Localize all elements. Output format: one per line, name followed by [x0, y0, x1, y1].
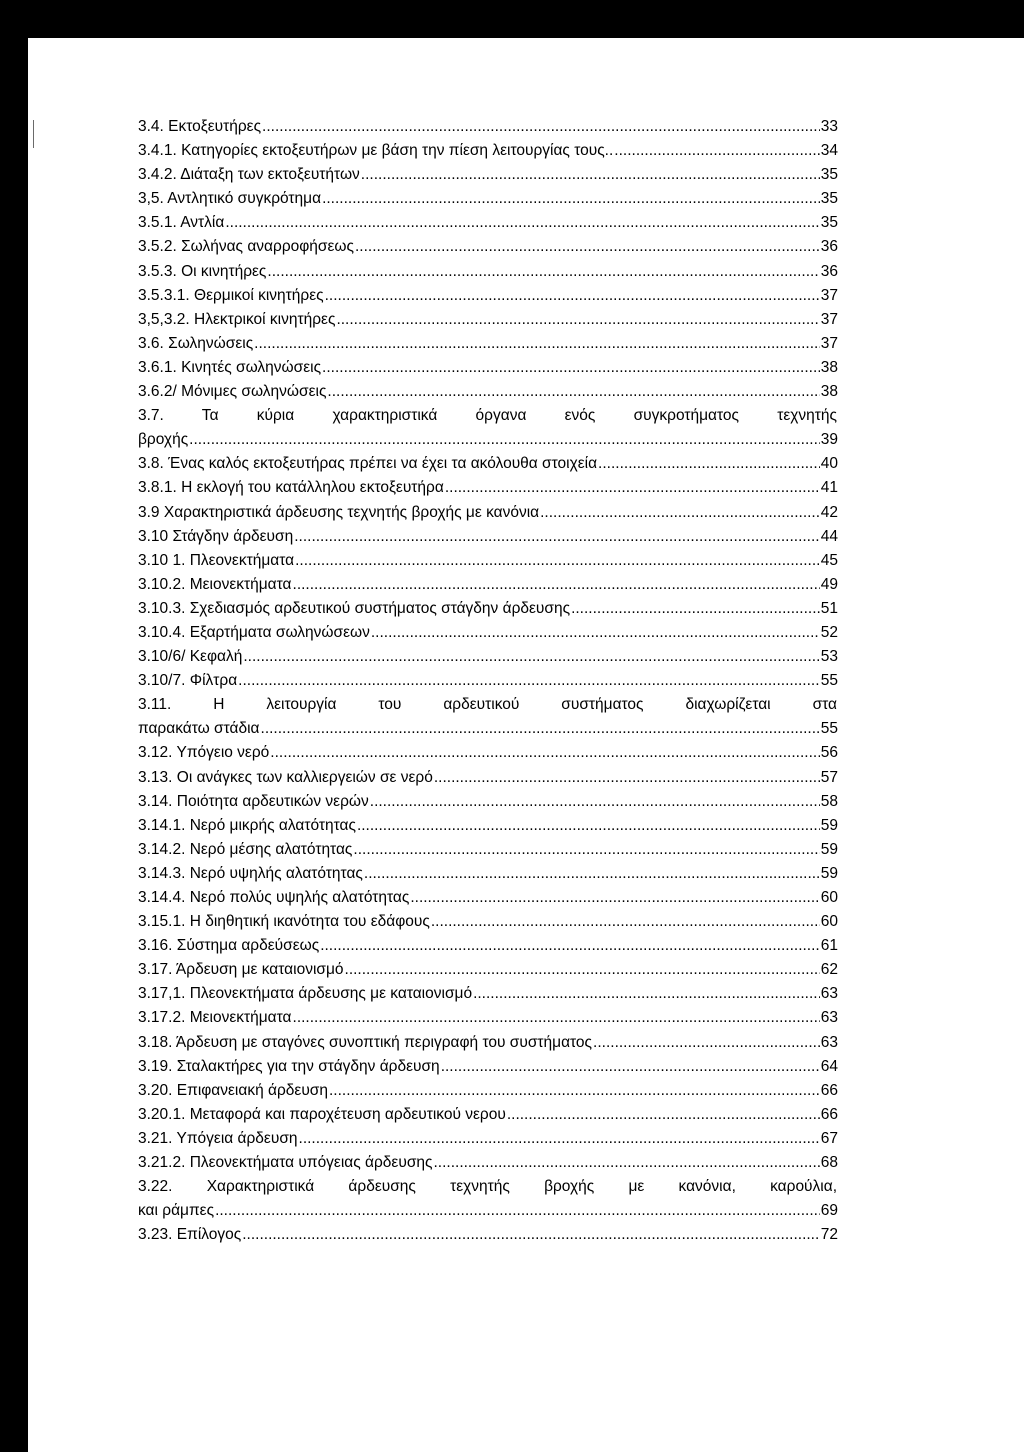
- toc-entry-title: 3.12. Υπόγειο νερό: [138, 744, 270, 762]
- toc-entry-page-number: 63: [820, 985, 838, 1003]
- toc-entry[interactable]: [138, 163, 838, 187]
- toc-dot-leader: [431, 910, 820, 934]
- toc-entry[interactable]: [138, 621, 838, 645]
- toc-entry-title: 3.18. Άρδευση με σταγόνες συνοπτική περιγραφή του συστήματος: [138, 1033, 593, 1051]
- toc-dot-leader: [293, 1006, 820, 1030]
- toc-entry-title: 3.17. Άρδευση με καταιονισμό: [138, 961, 344, 979]
- toc-entry[interactable]: [138, 260, 838, 284]
- toc-entry[interactable]: [138, 597, 838, 621]
- toc-entry-title: 3.15.1. Η διηθητική ικανότητα του εδάφους: [138, 913, 430, 931]
- toc-entry-page-number: 60: [820, 913, 838, 931]
- toc-entry-title: 3.17,1. Πλεονεκτήματα άρδευσης με καταιονισμό: [138, 985, 473, 1003]
- toc-entry[interactable]: [138, 452, 838, 476]
- toc-dot-leader: [370, 790, 820, 814]
- toc-dot-leader: [254, 332, 820, 356]
- toc-dot-leader: [571, 597, 820, 621]
- toc-entry[interactable]: [138, 139, 838, 163]
- toc-entry-title: 3.20. Επιφανειακή άρδευση: [138, 1081, 328, 1099]
- toc-entry-title: 3.11. Η λειτουργία του αρδευτικού συστήματος διαχωρίζεται στα: [138, 696, 837, 714]
- toc-entry[interactable]: [138, 476, 838, 500]
- toc-dot-leader: [189, 428, 820, 452]
- toc-entry-title: 3.7. Τα κύρια χαρακτηριστικά όργανα ενός συγκροτήματος τεχνητής: [138, 407, 837, 425]
- toc-entry[interactable]: [138, 1151, 838, 1175]
- toc-entry-page-number: 52: [820, 623, 838, 641]
- toc-entry-page-number: 35: [820, 214, 838, 232]
- toc-entry-title: 3.14. Ποιότητα αρδευτικών νερών: [138, 792, 369, 810]
- toc-entry-title: 3.4.2. Διάταξη των εκτοξευτήτων: [138, 166, 360, 184]
- toc-entry-page-number: 66: [820, 1081, 838, 1099]
- toc-entry[interactable]: [138, 982, 838, 1006]
- toc-entry-title: 3.21. Υπόγεια άρδευση: [138, 1129, 298, 1147]
- toc-entry-page-number: 60: [820, 889, 838, 906]
- toc-entry-page-number: 59: [820, 816, 838, 834]
- toc-entry-page-number: 64: [820, 1057, 838, 1075]
- toc-entry[interactable]: [138, 549, 838, 573]
- toc-entry-title: βροχής: [138, 431, 189, 449]
- toc-entry[interactable]: [138, 404, 838, 428]
- toc-dot-leader: [540, 501, 820, 525]
- toc-entry-title: 3.16. Σύστημα αρδεύσεως: [138, 937, 320, 955]
- toc-entry[interactable]: [138, 1031, 838, 1055]
- toc-dot-leader: [322, 187, 820, 211]
- toc-entry-page-number: 38: [820, 383, 838, 401]
- toc-entry-page-number: 37: [820, 334, 838, 352]
- toc-entry-page-number: 37: [820, 310, 838, 328]
- toc-entry-title: 3.5.1. Αντλία: [138, 214, 225, 232]
- toc-entry[interactable]: [138, 1006, 838, 1030]
- toc-entry-title: 3.21.2. Πλεονεκτήματα υπόγειας άρδευσης: [138, 1154, 433, 1172]
- toc-entry-page-number: 68: [820, 1154, 838, 1172]
- toc-dot-leader: [267, 260, 819, 284]
- toc-entry-page-number: 62: [820, 961, 838, 979]
- toc-dot-leader: [322, 356, 820, 380]
- toc-dot-leader: [242, 1223, 820, 1247]
- toc-entry-title: 3.9 Χαρακτηριστικά άρδευσης τεχνητής βροχής με κανόνια: [138, 503, 540, 521]
- toc-entry-page-number: 63: [820, 1009, 838, 1027]
- toc-dot-leader: [327, 380, 819, 404]
- toc-dot-leader: [598, 452, 820, 476]
- toc-entry[interactable]: [138, 958, 838, 982]
- toc-entry-title: 3.10.4. Εξαρτήματα σωληνώσεων: [138, 623, 370, 641]
- toc-entry[interactable]: [138, 1103, 838, 1127]
- toc-dot-leader: [225, 211, 819, 235]
- toc-dot-leader: [473, 982, 820, 1006]
- toc-entry-title: και ράμπες: [138, 1202, 215, 1220]
- toc-entry[interactable]: [138, 790, 838, 814]
- toc-entry-page-number: 44: [820, 527, 838, 545]
- toc-dot-leader: [410, 886, 819, 910]
- toc-entry[interactable]: [138, 115, 838, 139]
- toc-entry-page-number: 56: [820, 744, 838, 762]
- toc-entry[interactable]: [138, 910, 838, 934]
- toc-entry-title: 3.4.1. Κατηγορίες εκτοξευτήρων με βάση την πίεση λειτουργίας τους..: [138, 142, 614, 160]
- toc-entry-page-number: 40: [820, 455, 838, 473]
- toc-entry-page-number: 63: [820, 1033, 838, 1051]
- toc-entry[interactable]: [138, 934, 838, 958]
- toc-entry-title: 3.13. Οι ανάγκες των καλλιεργειών σε νερό: [138, 768, 433, 786]
- toc-entry-page-number: 55: [820, 720, 838, 738]
- toc-entry[interactable]: [138, 645, 838, 669]
- toc-entry[interactable]: [138, 1175, 838, 1199]
- toc-entry-page-number: 53: [820, 648, 838, 666]
- toc-dot-leader: [441, 1055, 820, 1079]
- toc-entry-title: 3.10/6/ Κεφαλή: [138, 648, 243, 666]
- toc-dot-leader: [325, 284, 820, 308]
- toc-entry-page-number: 59: [820, 840, 838, 858]
- toc-entry-title: 3,5,3.2. Ηλεκτρικοί κινητήρες: [138, 310, 336, 328]
- toc-entry-title: 3.14.3. Νερό υψηλής αλατότητας: [138, 864, 363, 882]
- toc-dot-leader: [433, 1151, 819, 1175]
- toc-entry-page-number: 42: [820, 503, 838, 521]
- toc-entry-page-number: 38: [820, 358, 838, 376]
- toc-dot-leader: [345, 958, 820, 982]
- toc-entry-title: 3.10 Στάγδην άρδευση: [138, 527, 294, 545]
- toc-entry-title: 3.22. Χαρακτηριστικά άρδευσης τεχνητής βροχής με κανόνια, καρούλια,: [138, 1178, 837, 1196]
- toc-entry-page-number: 35: [820, 166, 838, 184]
- toc-entry-page-number: 69: [820, 1202, 838, 1220]
- toc-entry-title: 3.8. Ένας καλός εκτοξευτήρας πρέπει να έχει τα ακόλουθα στοιχεία: [138, 455, 598, 473]
- toc-entry[interactable]: [138, 1127, 838, 1151]
- toc-entry-page-number: 59: [820, 864, 838, 882]
- toc-entry-title: 3.23. Επίλογος: [138, 1226, 242, 1244]
- toc-entry-title: 3.10/7. Φίλτρα: [138, 672, 238, 690]
- toc-entry[interactable]: [138, 1079, 838, 1103]
- toc-entry-page-number: 49: [820, 575, 838, 593]
- toc-entry-page-number: 51: [820, 599, 838, 617]
- scan-edge-line: [33, 120, 34, 148]
- toc-dot-leader: [353, 838, 819, 862]
- table-of-contents: [138, 115, 838, 1247]
- toc-entry-title: 3.5.3.1. Θερμικοί κινητήρες: [138, 286, 324, 304]
- toc-entry[interactable]: [138, 308, 838, 332]
- toc-entry[interactable]: [138, 838, 838, 862]
- toc-entry[interactable]: [138, 766, 838, 790]
- toc-dot-leader: [614, 139, 819, 163]
- toc-entry[interactable]: [138, 741, 838, 765]
- toc-dot-leader: [294, 525, 820, 549]
- toc-entry[interactable]: [138, 235, 838, 259]
- toc-entry[interactable]: [138, 1199, 838, 1223]
- toc-entry-page-number: 33: [820, 118, 838, 135]
- toc-entry[interactable]: [138, 1055, 838, 1079]
- toc-entry-page-number: 55: [820, 672, 838, 690]
- toc-entry[interactable]: [138, 886, 838, 910]
- toc-entry[interactable]: [138, 717, 838, 741]
- toc-entry[interactable]: [138, 211, 838, 235]
- toc-dot-leader: [293, 573, 820, 597]
- toc-entry-title: 3.14.4. Νερό πολύς υψηλής αλατότητας: [138, 889, 410, 906]
- toc-entry-title: 3.14.2. Νερό μέσης αλατότητας: [138, 840, 353, 858]
- toc-dot-leader: [295, 549, 820, 573]
- toc-entry-title: 3.14.1. Νερό μικρής αλατότητας: [138, 816, 356, 834]
- toc-entry-title: 3.19. Σταλακτήρες για την στάγδην άρδευση: [138, 1057, 440, 1075]
- toc-entry-page-number: 61: [820, 937, 838, 955]
- toc-entry[interactable]: [138, 187, 838, 211]
- toc-entry-title: 3.8.1. Η εκλογή του κατάλληλου εκτοξευτήρα: [138, 479, 444, 497]
- toc-entry-title: 3.20.1. Μεταφορά και παροχέτευση αρδευτικού νερου: [138, 1105, 506, 1123]
- toc-entry-page-number: 57: [820, 768, 838, 786]
- toc-entry-page-number: 45: [820, 551, 838, 569]
- toc-entry[interactable]: [138, 862, 838, 886]
- toc-entry-title: 3.10.3. Σχεδιασμός αρδευτικού συστήματος στάγδην άρδευσης: [138, 599, 571, 617]
- toc-entry-page-number: 66: [820, 1105, 838, 1123]
- toc-entry-page-number: 36: [820, 238, 838, 256]
- toc-dot-leader: [445, 476, 820, 500]
- toc-entry[interactable]: [138, 428, 838, 452]
- toc-entry-title: 3.5.2. Σωλήνας αναρροφήσεως: [138, 238, 354, 256]
- toc-entry-page-number: 34: [820, 142, 838, 160]
- toc-entry-page-number: 37: [820, 286, 838, 304]
- toc-entry[interactable]: [138, 693, 838, 717]
- toc-entry[interactable]: [138, 525, 838, 549]
- toc-dot-leader: [238, 669, 820, 693]
- toc-entry[interactable]: [138, 284, 838, 308]
- toc-entry[interactable]: [138, 332, 838, 356]
- toc-entry-title: 3.17.2. Μειονεκτήματα: [138, 1009, 292, 1027]
- toc-dot-leader: [320, 934, 820, 958]
- toc-dot-leader: [434, 766, 820, 790]
- toc-entry-title: 3,5. Αντλητικό συγκρότημα: [138, 190, 322, 208]
- toc-dot-leader: [243, 645, 819, 669]
- toc-entry-page-number: 67: [820, 1129, 838, 1147]
- toc-entry-page-number: 58: [820, 792, 838, 810]
- toc-entry-title: 3.5.3. Οι κινητήρες: [138, 262, 267, 280]
- toc-dot-leader: [371, 621, 820, 645]
- toc-dot-leader: [215, 1199, 820, 1223]
- toc-entry-page-number: 36: [820, 262, 838, 280]
- toc-entry-page-number: 39: [820, 431, 838, 449]
- toc-dot-leader: [364, 862, 820, 886]
- toc-entry-title: 3.10 1. Πλεονεκτήματα: [138, 551, 295, 569]
- toc-dot-leader: [262, 115, 820, 139]
- toc-entry[interactable]: [138, 380, 838, 404]
- toc-dot-leader: [593, 1031, 820, 1055]
- toc-entry[interactable]: [138, 573, 838, 597]
- toc-entry-page-number: 72: [820, 1226, 838, 1244]
- toc-dot-leader: [336, 308, 819, 332]
- toc-entry[interactable]: [138, 501, 838, 525]
- toc-entry-title: 3.4. Εκτοξευτήρες: [138, 118, 262, 135]
- toc-entry[interactable]: [138, 669, 838, 693]
- toc-entry-page-number: 35: [820, 190, 838, 208]
- toc-dot-leader: [355, 235, 820, 259]
- toc-entry-title: 3.6.2/ Μόνιμες σωληνώσεις: [138, 383, 327, 401]
- toc-entry-title: παρακάτω στάδια: [138, 720, 260, 738]
- toc-entry[interactable]: [138, 814, 838, 838]
- toc-dot-leader: [299, 1127, 820, 1151]
- toc-dot-leader: [357, 814, 820, 838]
- toc-entry-title: 3.6.1. Κινητές σωληνώσεις: [138, 358, 322, 376]
- toc-entry[interactable]: [138, 1223, 838, 1247]
- toc-dot-leader: [261, 717, 820, 741]
- toc-dot-leader: [270, 741, 819, 765]
- toc-dot-leader: [361, 163, 820, 187]
- toc-entry-title: 3.10.2. Μειονεκτήματα: [138, 575, 292, 593]
- toc-entry-title: 3.6. Σωληνώσεις: [138, 334, 254, 352]
- toc-entry[interactable]: [138, 356, 838, 380]
- toc-dot-leader: [507, 1103, 820, 1127]
- toc-entry-page-number: 41: [820, 479, 838, 497]
- toc-dot-leader: [329, 1079, 820, 1103]
